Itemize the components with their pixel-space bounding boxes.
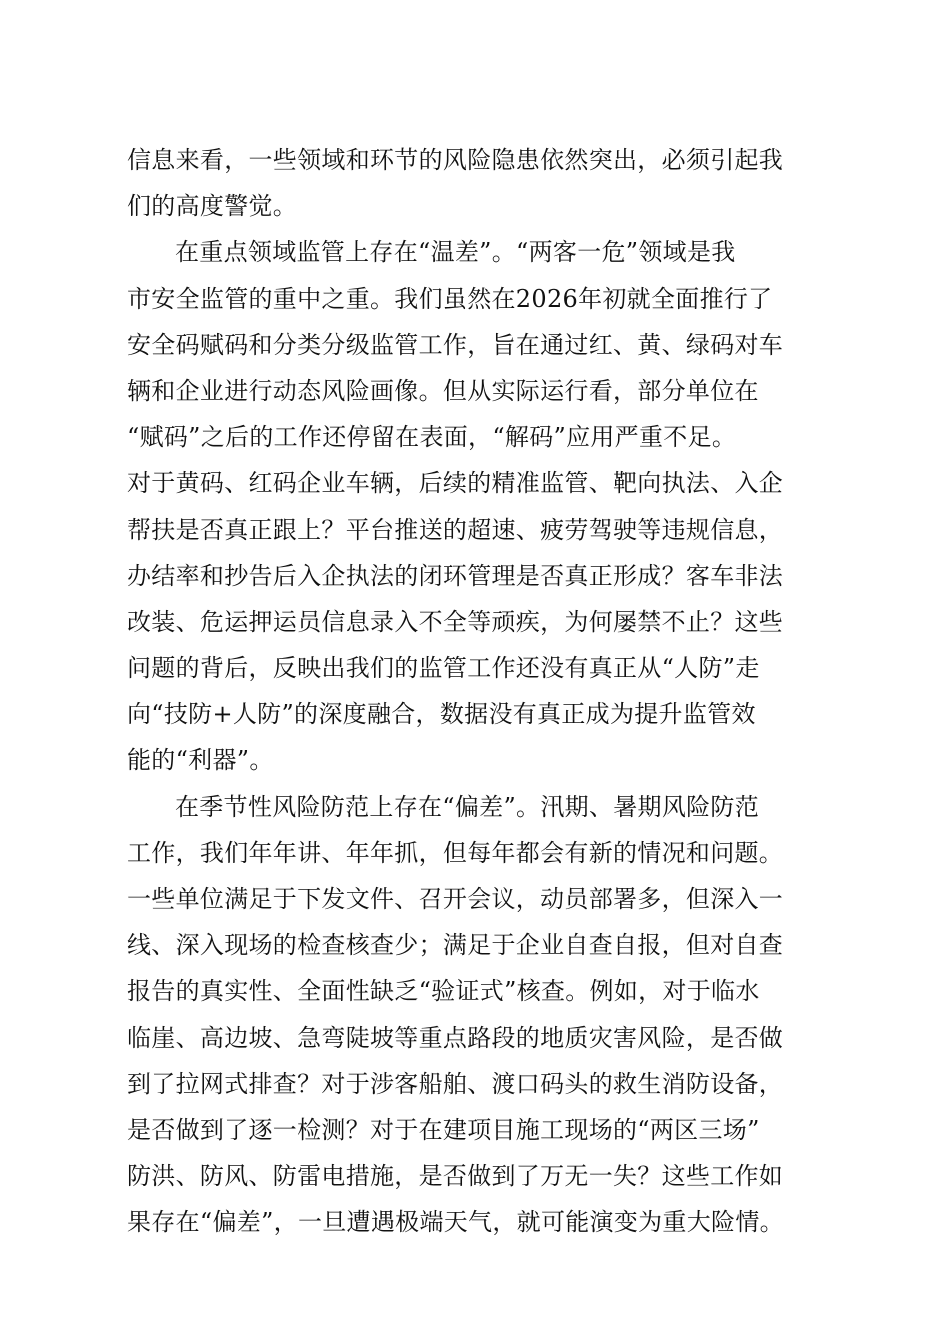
text-line: 果存在“偏差”，一旦遭遇极端天气，就可能演变为重大险情。 [127,1208,784,1237]
text-line: 对于黄码、红码企业车辆，后续的精准监管、靶向执法、入企 [127,469,784,498]
text-line: 办结率和抄告后入企执法的闭环管理是否真正形成？客车非法 [127,561,784,590]
text-line: 信息来看，一些领域和环节的风险隐患依然突出，必须引起我 [127,146,784,174]
text-line: 线、深入现场的检查核查少；满足于企业自查自报，但对自查 [127,931,784,960]
text-line: 改装、危运押运员信息录入不全等顽疾，为何屡禁不止？这些 [127,607,784,636]
text-line: 报告的真实性、全面性缺乏“验证式”核查。例如，对于临水 [127,977,760,1006]
text-line: 向“技防+人防”的深度融合，数据没有真正成为提升监管效 [127,700,756,729]
text-line: 安全码赋码和分类分级监管工作，旨在通过红、黄、绿码对车 [127,330,784,359]
text-line: 市安全监管的重中之重。我们虽然在2026年初就全面推行了 [127,284,773,313]
paragraph-start-line: 在重点领域监管上存在“温差”。“两客一危”领域是我 [175,238,736,267]
text-line: 防洪、防风、防雷电措施，是否做到了万无一失？这些工作如 [127,1162,784,1191]
text-line: 临崖、高边坡、急弯陡坡等重点路段的地质灾害风险，是否做 [127,1023,784,1052]
body-text [127,137,823,1246]
text-line: 一些单位满足于下发文件、召开会议，动员部署多，但深入一 [127,885,784,913]
text-line: 辆和企业进行动态风险画像。但从实际运行看，部分单位在 [127,376,759,405]
text-line: 帮扶是否真正跟上？平台推送的超速、疲劳驾驶等违规信息， [127,515,784,544]
text-line: 是否做到了逐一检测？对于在建项目施工现场的“两区三场” [127,1115,760,1144]
text-line: 问题的背后，反映出我们的监管工作还没有真正从“人防”走 [127,654,760,683]
paragraph-start-line: 在季节性风险防范上存在“偏差”。汛期、暑期风险防范 [175,792,760,821]
text-line: 到了拉网式排查？对于涉客船舶、渡口码头的救生消防设备， [127,1069,784,1098]
text-line: 能的“利器”。 [127,746,274,775]
text-line: 们的高度警觉。 [127,192,298,221]
text-line: 工作，我们年年讲、年年抓，但每年都会有新的情况和问题。 [127,838,784,867]
text-line: “赋码”之后的工作还停留在表面，“解码”应用严重不足。 [127,423,737,452]
